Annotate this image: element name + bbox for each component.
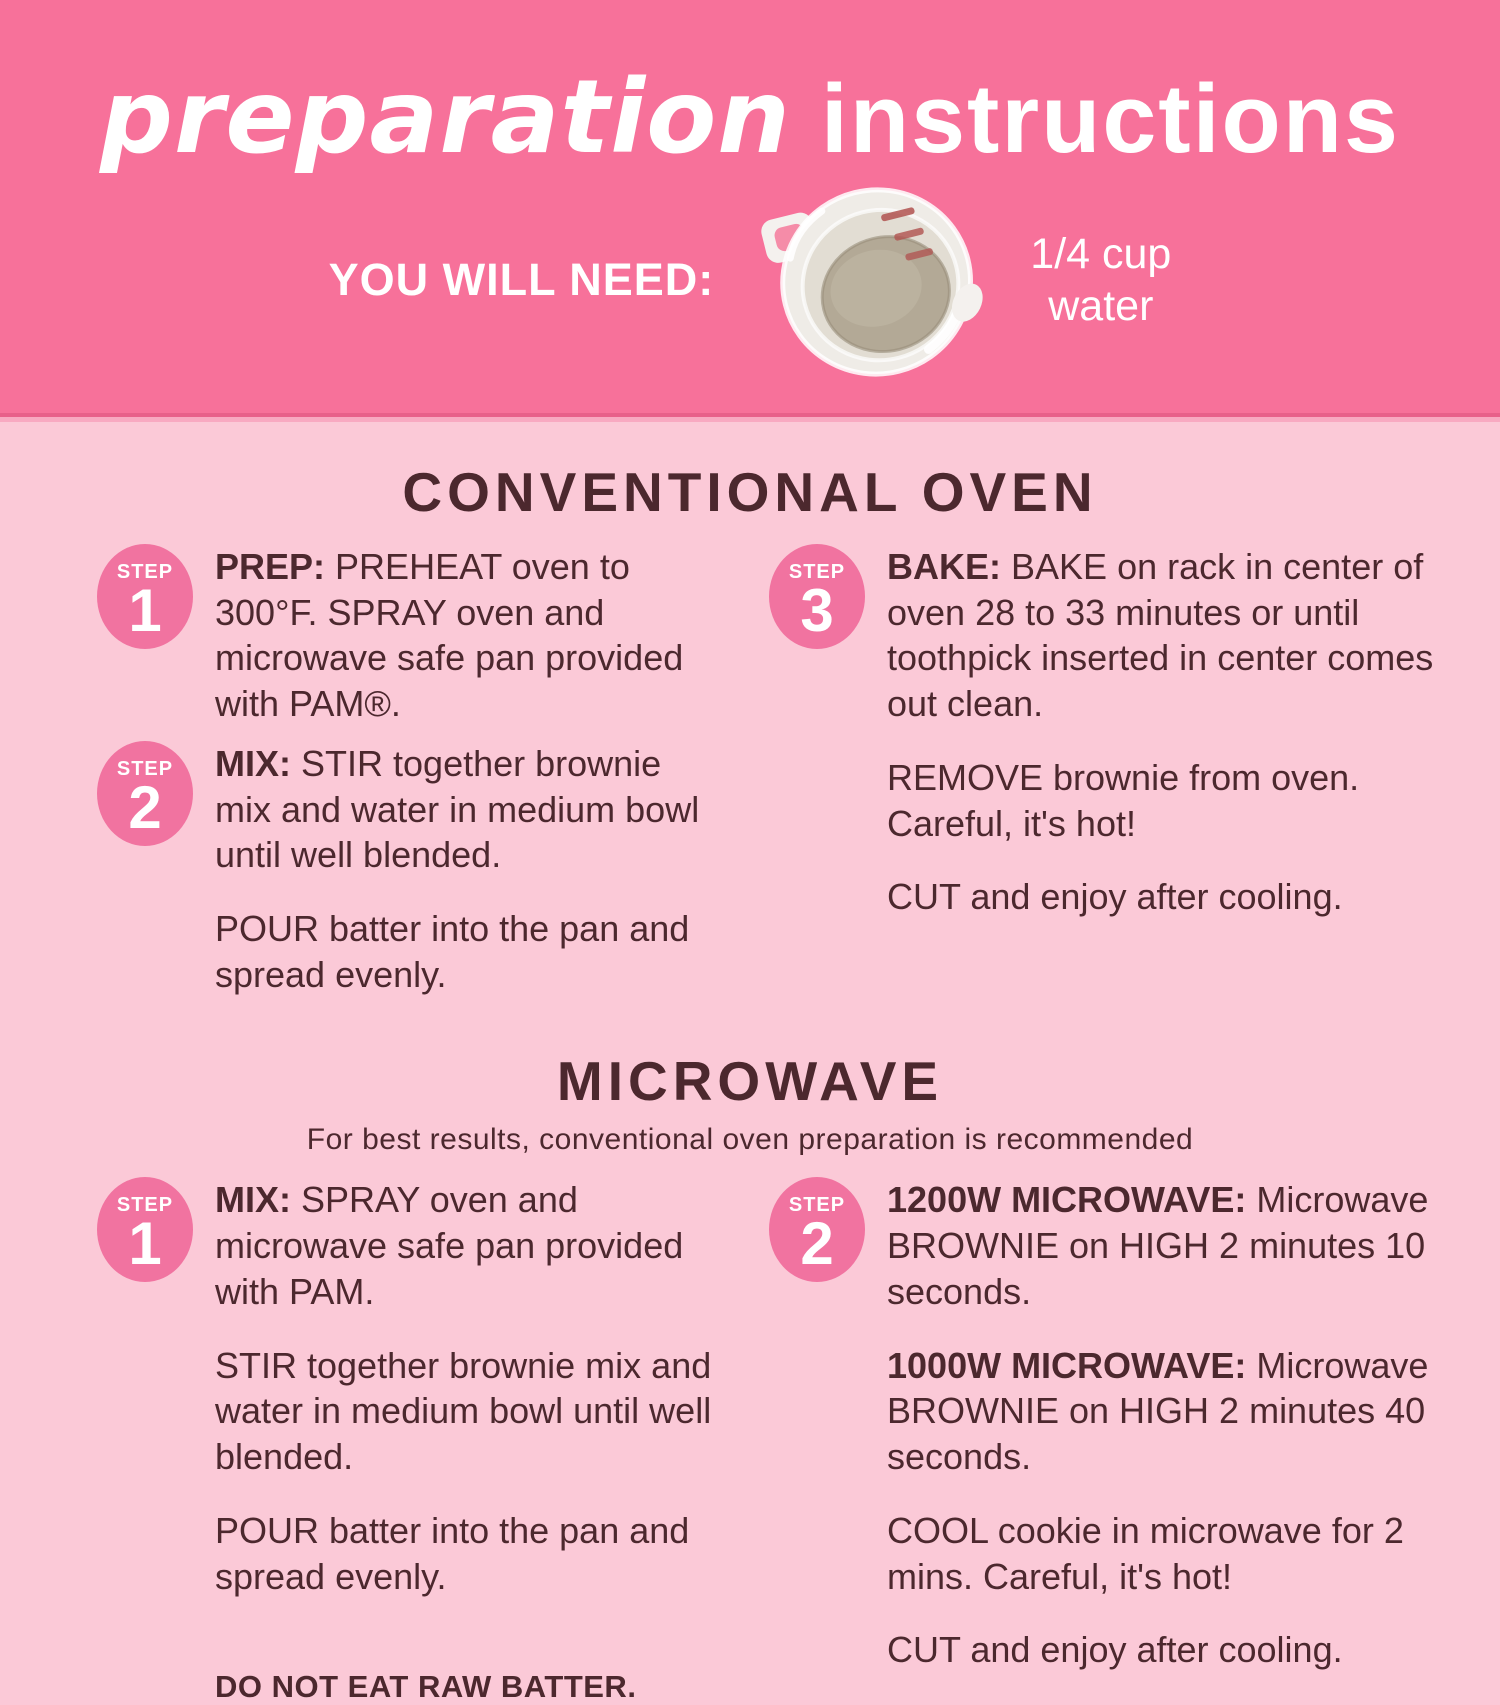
microwave-step-2-body-1000w: Microwave BROWNIE on HIGH 2 minutes 40 seconds. <box>887 1344 1429 1478</box>
microwave-subheading: For best results, conventional oven preparation is recommended <box>306 1123 1194 1157</box>
microwave-heading: MICROWAVE <box>556 1050 944 1113</box>
step-3-paragraph-2: REMOVE brownie from oven. Careful, it's hot! <box>887 756 1360 844</box>
measuring-cup-svg <box>758 179 986 381</box>
conventional-step-2 <box>97 741 717 998</box>
conventional-step-3 <box>769 544 1459 920</box>
step-1-text <box>215 544 717 727</box>
microwave-step-1-paragraph-2: STIR together brownie mix and water in medium bowl until well blended. <box>215 1344 712 1478</box>
step-3-paragraph-1 <box>887 544 1459 727</box>
ingredient-amount: 1/4 cup <box>1030 229 1172 278</box>
microwave-step-1-badge-label: STEP <box>116 1194 174 1217</box>
step-3-paragraph-3: CUT and enjoy after cooling. <box>887 876 1343 918</box>
microwave-step-2-body-1200w: Microwave BROWNIE on HIGH 2 minutes 10 seconds. <box>887 1179 1429 1312</box>
step-2-badge <box>97 741 193 846</box>
microwave-step-2-lead-1200w: 1200W MICROWAVE: <box>887 1179 1247 1221</box>
step-3-badge-label: STEP <box>788 561 846 583</box>
page-title <box>0 0 1500 177</box>
step-2-body: STIR together brownie mix and water in medium bowl until well blended. <box>215 742 700 876</box>
step-3-body: BAKE on rack in center of oven 28 to 33 minutes or until toothpick inserted in center comes out clean. <box>887 546 1434 725</box>
microwave-step-2-badge <box>769 1177 865 1282</box>
step-2-badge-number: 2 <box>128 773 162 841</box>
step-3-badge <box>769 544 865 649</box>
you-will-need-label: YOU WILL NEED: <box>328 254 715 305</box>
ingredient-quantity <box>1030 228 1171 333</box>
step-2-paragraph-2: POUR batter into the pan and spread evenly. <box>215 908 690 995</box>
microwave-step-1 <box>97 1177 717 1599</box>
microwave-step-2-paragraph-4: CUT and enjoy after cooling. <box>887 1629 1343 1671</box>
step-3-text <box>887 544 1459 920</box>
step-1-lead: PREP: <box>215 546 326 587</box>
step-2-lead: MIX: <box>215 742 291 784</box>
conventional-oven-heading: CONVENTIONAL OVEN <box>402 461 1098 523</box>
microwave-step-2-paragraph-1 <box>887 1177 1459 1314</box>
microwave-step-2-lead-1000w: 1000W MICROWAVE: <box>887 1344 1247 1386</box>
step-1-badge <box>97 544 193 649</box>
microwave-step-1-text <box>215 1177 717 1599</box>
step-2-badge-label: STEP <box>116 757 174 780</box>
microwave-section <box>0 1049 1500 1705</box>
microwave-steps-row <box>0 1177 1500 1705</box>
step-3-lead: BAKE: <box>887 546 1001 587</box>
microwave-step-1-badge <box>97 1177 193 1282</box>
step-2-paragraph-1 <box>215 741 717 878</box>
page-title-sans-word: instructions <box>820 64 1400 173</box>
microwave-step-2-badge-number: 2 <box>800 1210 834 1278</box>
measuring-cup-icon <box>758 179 986 381</box>
microwave-step-1-lead: MIX: <box>215 1179 291 1221</box>
microwave-step-1-paragraph-3: POUR batter into the pan and spread evenly. <box>215 1509 690 1597</box>
top-banner <box>0 0 1500 413</box>
step-2-text <box>215 741 717 998</box>
raw-batter-warning: DO NOT EAT RAW BATTER. <box>215 1669 637 1705</box>
microwave-step-1-body: SPRAY oven and microwave safe pan provided with PAM. <box>215 1179 684 1312</box>
step-1-body: PREHEAT oven to 300°F. SPRAY oven and microwave safe pan provided with PAM®. <box>215 546 684 725</box>
microwave-step-2-paragraph-3: COOL cookie in microwave for 2 mins. Careful, it's hot! <box>887 1509 1404 1597</box>
page-title-script-word: preparation <box>100 58 791 177</box>
microwave-step-1-badge-number: 1 <box>128 1210 162 1278</box>
conventional-step-1 <box>97 544 717 727</box>
instructions-panel <box>0 422 1500 1705</box>
you-will-need-row <box>0 179 1500 381</box>
microwave-step-2 <box>769 1177 1459 1672</box>
conventional-right-column <box>769 544 1459 997</box>
ingredient-name: water <box>1048 282 1154 330</box>
microwave-step-2-paragraph-2 <box>887 1343 1459 1480</box>
step-1-badge-label: STEP <box>116 561 174 583</box>
microwave-step-1-paragraph-1 <box>215 1177 717 1314</box>
microwave-left-column <box>97 1177 717 1705</box>
microwave-step-2-text <box>887 1177 1459 1672</box>
step-3-badge-number: 3 <box>800 577 834 644</box>
microwave-right-column <box>769 1177 1459 1705</box>
step-1-paragraph <box>215 544 717 727</box>
microwave-step-2-badge-label: STEP <box>788 1194 846 1217</box>
conventional-left-column <box>97 544 717 997</box>
conventional-steps-row <box>0 544 1500 997</box>
step-1-badge-number: 1 <box>128 577 162 644</box>
